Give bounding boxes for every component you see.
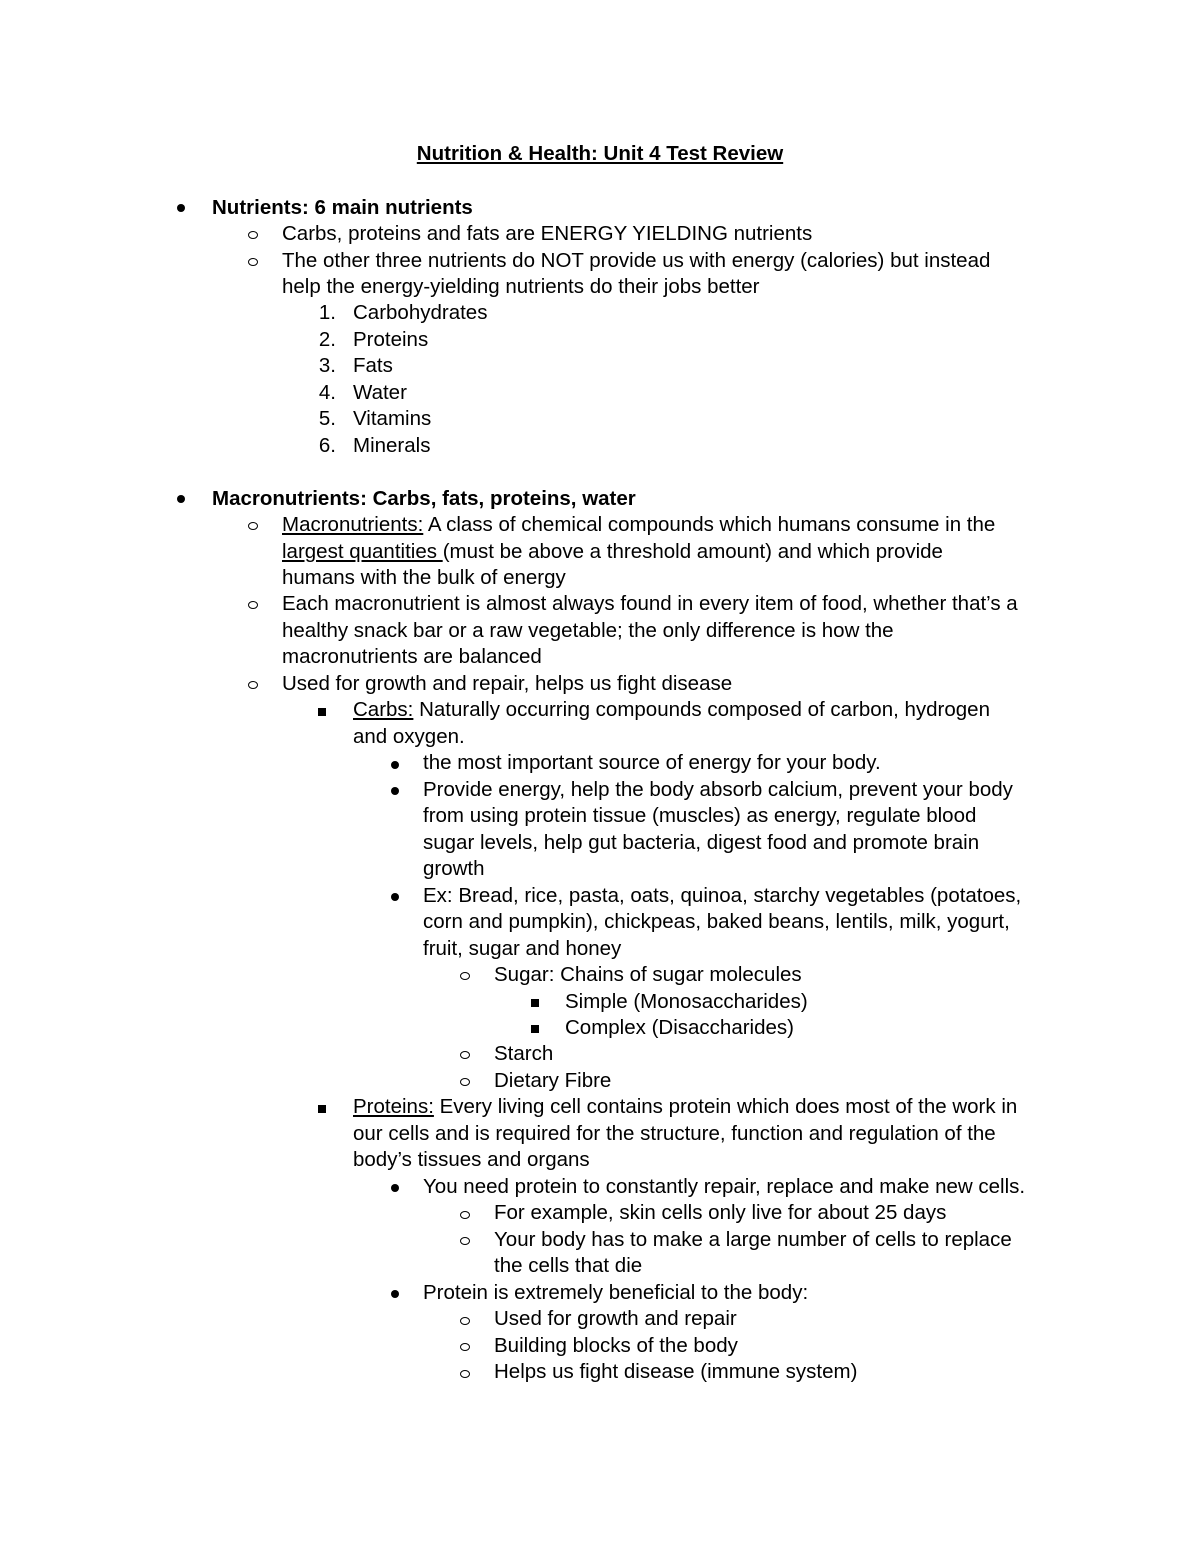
numbered-item: Minerals [353, 434, 431, 457]
definition-text: Naturally occurring compounds composed of carbon, hydrogen [413, 698, 990, 721]
list-item: Each macronutrient is almost always found in every item of food, whether that’s a [282, 592, 1018, 615]
numbered-item: Carbohydrates [353, 301, 488, 324]
bullet-circle-icon [460, 1211, 470, 1219]
bullet-dot-icon [391, 893, 399, 901]
numbered-item: Water [353, 381, 407, 404]
bullet-circle-icon [460, 1317, 470, 1325]
bullet-dot-icon [391, 1290, 399, 1298]
list-item: Starch [494, 1042, 554, 1065]
list-number: 5. [318, 407, 336, 430]
numbered-item: Fats [353, 354, 393, 377]
bullet-circle-icon [460, 1370, 470, 1378]
bullet-circle-icon [248, 231, 258, 239]
bullet-dot-icon [391, 761, 399, 769]
section-heading-macronutrients: Macronutrients: Carbs, fats, proteins, water [212, 487, 636, 510]
numbered-item: Vitamins [353, 407, 432, 430]
bullet-circle-icon [460, 1078, 470, 1086]
list-item: Ex: Bread, rice, pasta, oats, quinoa, starchy vegetables (potatoes, [423, 884, 1022, 907]
numbered-item: Proteins [353, 328, 429, 351]
list-item: Sugar: Chains of sugar molecules [494, 963, 802, 986]
list-item: Used for growth and repair [494, 1307, 737, 1330]
list-item: Dietary Fibre [494, 1069, 612, 1092]
list-number: 2. [318, 328, 336, 351]
list-item [353, 1094, 1017, 1121]
bullet-square-icon [531, 1025, 539, 1033]
bullet-dot-icon [177, 204, 185, 212]
list-item-continued: fruit, sugar and honey [423, 937, 622, 960]
bullet-dot-icon [177, 495, 185, 503]
list-number: 1. [318, 301, 336, 324]
page-title: Nutrition & Health: Unit 4 Test Review [416, 142, 784, 165]
bullet-square-icon [318, 708, 326, 716]
list-item: Provide energy, help the body absorb calcium, prevent your body [423, 778, 1013, 801]
list-item: Building blocks of the body [494, 1334, 738, 1357]
list-number: 4. [318, 381, 336, 404]
bullet-circle-icon [248, 601, 258, 609]
list-item-continued: help the energy-yielding nutrients do their jobs better [282, 275, 760, 298]
list-item [282, 512, 995, 539]
bullet-square-icon [531, 999, 539, 1007]
list-item: The other three nutrients do NOT provide us with energy (calories) but instead [282, 249, 991, 272]
list-item: Simple (Monosaccharides) [565, 990, 808, 1013]
list-item-continued: our cells and is required for the structure, function and regulation of the [353, 1122, 996, 1145]
definition-text: Every living cell contains protein which does most of the work in [433, 1095, 1018, 1118]
bullet-circle-icon [248, 522, 258, 530]
list-item [353, 697, 990, 724]
list-item: For example, skin cells only live for about 25 days [494, 1201, 947, 1224]
bullet-circle-icon [460, 1237, 470, 1245]
list-item-continued: from using protein tissue (muscles) as energy, regulate blood [423, 804, 977, 827]
list-item: You need protein to constantly repair, replace and make new cells. [423, 1175, 1026, 1198]
list-item-continued: the cells that die [494, 1254, 643, 1277]
bullet-dot-icon [391, 787, 399, 795]
term-proteins: Proteins: [353, 1095, 434, 1118]
term-macronutrients: Macronutrients: [282, 513, 424, 536]
list-item-continued: corn and pumpkin), chickpeas, baked beans, lentils, milk, yogurt, [423, 910, 1010, 933]
list-item: the most important source of energy for your body. [423, 751, 881, 774]
term-carbs: Carbs: [353, 698, 414, 721]
bullet-square-icon [318, 1105, 326, 1113]
list-item: Protein is extremely beneficial to the body: [423, 1281, 809, 1304]
list-item-continued: healthy snack bar or a raw vegetable; the only difference is how the [282, 619, 894, 642]
list-item: Helps us fight disease (immune system) [494, 1360, 858, 1383]
list-item-continued [282, 539, 943, 566]
list-item-continued: sugar levels, help gut bacteria, digest food and promote brain [423, 831, 980, 854]
list-item: Used for growth and repair, helps us fight disease [282, 672, 733, 695]
bullet-dot-icon [391, 1184, 399, 1192]
underlined-phrase: largest quantities [282, 540, 443, 563]
definition-text: A class of chemical compounds which humans consume in the [423, 513, 996, 536]
bullet-circle-icon [460, 972, 470, 980]
list-item: Your body has to make a large number of cells to replace [494, 1228, 1012, 1251]
list-number: 3. [318, 354, 336, 377]
section-heading-nutrients: Nutrients: 6 main nutrients [212, 196, 473, 219]
bullet-circle-icon [248, 681, 258, 689]
list-item-continued: humans with the bulk of energy [282, 566, 566, 589]
list-number: 6. [318, 434, 336, 457]
list-item-continued: body’s tissues and organs [353, 1148, 590, 1171]
bullet-circle-icon [248, 258, 258, 266]
list-item-continued: growth [423, 857, 485, 880]
list-item-continued: macronutrients are balanced [282, 645, 542, 668]
bullet-circle-icon [460, 1051, 470, 1059]
bullet-circle-icon [460, 1343, 470, 1351]
list-item: Complex (Disaccharides) [565, 1016, 794, 1039]
list-item: Carbs, proteins and fats are ENERGY YIELDING nutrients [282, 222, 813, 245]
definition-text: (must be above a threshold amount) and which provide [442, 540, 943, 563]
list-item-continued: and oxygen. [353, 725, 465, 748]
